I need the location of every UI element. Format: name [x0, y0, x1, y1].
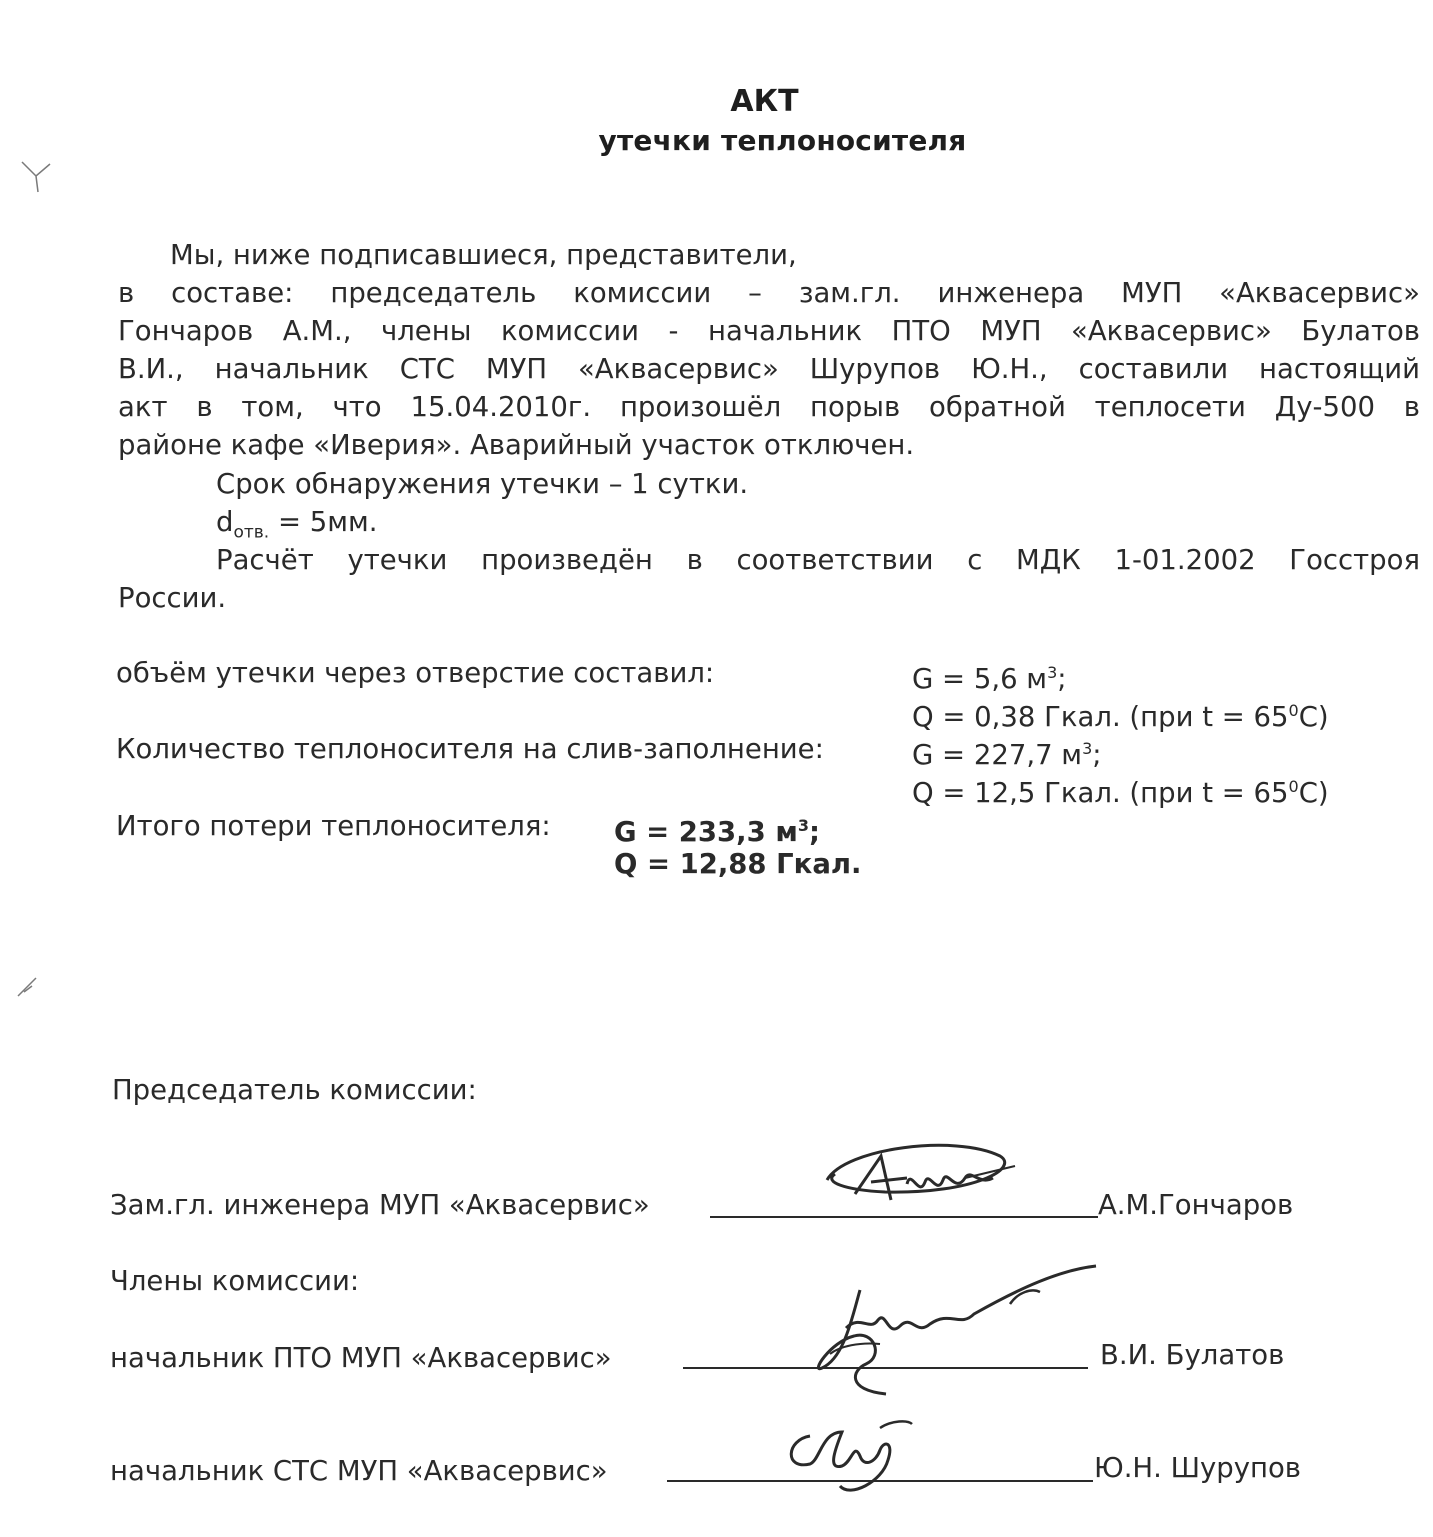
- leak-label: объём утечки через отверстие составил:: [116, 657, 715, 689]
- total-label: Итого потери теплоносителя:: [116, 810, 551, 842]
- intro-line: Мы, ниже подписавшиеся, представители,: [170, 239, 797, 271]
- body-line-5: районе кафе «Иверия». Аварийный участок отключен.: [118, 429, 915, 461]
- scan-speck: [16, 156, 56, 196]
- member2-position: начальник СТС МУП «Аквасервис»: [110, 1455, 608, 1487]
- total-volume: G = 233,3 $м^3$;: [614, 816, 820, 849]
- scan-speck: [14, 972, 44, 1002]
- leak-heat: Q = 0,38 Гкал. (при $t = 65^0С$): [912, 701, 1329, 734]
- member2-name: Ю.Н. Шурупов: [1094, 1452, 1302, 1484]
- chair-signature: [815, 1138, 1025, 1218]
- body-line-3: В.И., начальник СТС МУП «Аквасервис» Шурупов Ю.Н., составили настоящий: [118, 353, 1420, 385]
- chair-position: Зам.гл. инженера МУП «Аквасервис»: [110, 1189, 650, 1221]
- calc-line-1: Расчёт утечки произведён в соответствии с МДК 1-01.2002 Госстроя: [216, 544, 1420, 576]
- calc-line-2: России.: [118, 582, 227, 614]
- fill-heat: Q = 12,5 Гкал. (при $t = 65^0С$): [912, 777, 1329, 810]
- fill-volume: G = 227,7 $м^3$;: [912, 739, 1102, 772]
- diameter-line: $d_{отв.} = 5мм$.: [216, 506, 378, 543]
- member1-position: начальник ПТО МУП «Аквасервис»: [110, 1342, 612, 1374]
- member1-name: В.И. Булатов: [1100, 1339, 1285, 1371]
- total-heat: Q = 12,88 Гкал.: [614, 848, 862, 880]
- document-subtitle: утечки теплоносителя: [598, 124, 967, 157]
- document-title: АКТ: [730, 84, 799, 119]
- fill-label: Количество теплоносителя на слив-заполнение:: [116, 733, 824, 765]
- body-line-1: в составе: председатель комиссии – зам.гл. инженера МУП «Аквасервис»: [118, 277, 1420, 309]
- leak-volume: G = 5,6 $м^3$;: [912, 663, 1067, 696]
- body-line-2: Гончаров А.М., члены комиссии - начальник ПТО МУП «Аквасервис» Булатов: [118, 315, 1420, 347]
- chair-heading: Председатель комиссии:: [112, 1074, 477, 1106]
- members-heading: Члены комиссии:: [110, 1265, 360, 1297]
- member2-signature: [780, 1412, 920, 1502]
- detection-line: Срок обнаружения утечки – 1 сутки.: [216, 468, 749, 500]
- member1-signature: [800, 1258, 1100, 1398]
- chair-name: А.М.Гончаров: [1098, 1189, 1294, 1221]
- body-line-4: акт в том, что 15.04.2010г. произошёл порыв обратной теплосети Ду-500 в: [118, 391, 1420, 423]
